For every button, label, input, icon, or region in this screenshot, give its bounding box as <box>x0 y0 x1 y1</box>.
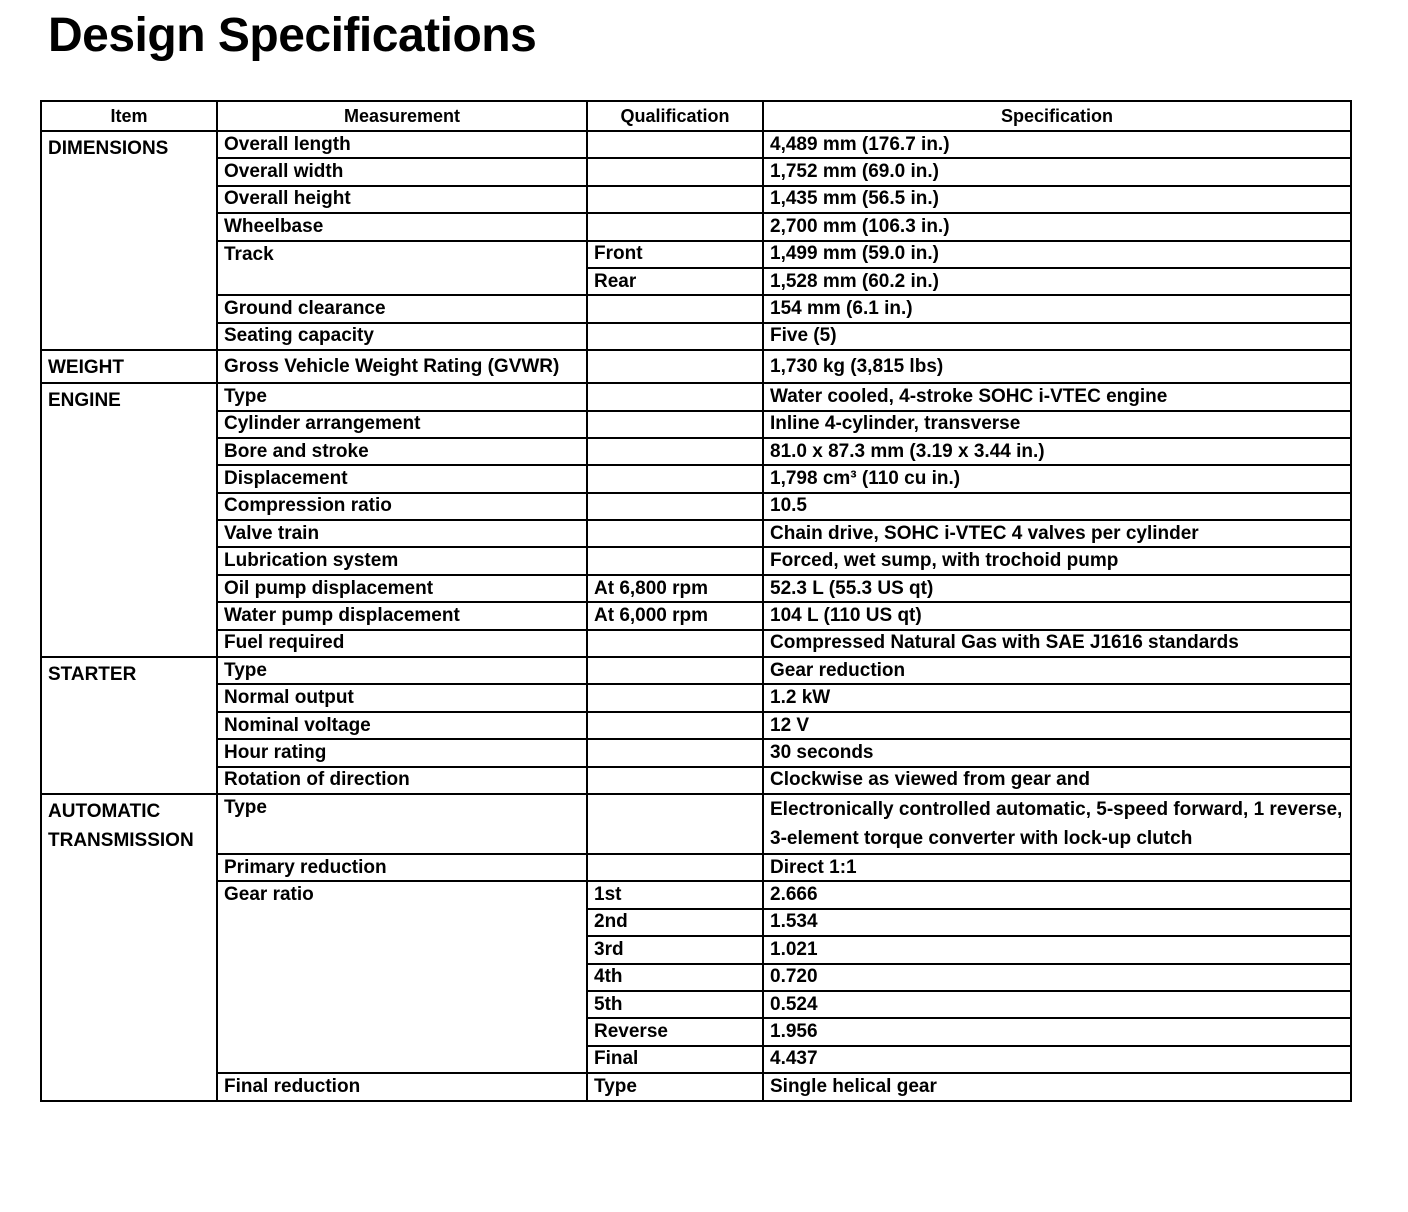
table-row <box>41 493 1351 520</box>
specification-cell: 1.2 kW <box>763 684 1351 711</box>
measurement-cell: Track <box>217 241 587 296</box>
table-row <box>41 520 1351 547</box>
specification-cell: 1,499 mm (59.0 in.) <box>763 241 1351 268</box>
specification-cell: 10.5 <box>763 493 1351 520</box>
specification-cell: 0.720 <box>763 964 1351 991</box>
measurement-cell: Rotation of direction <box>217 767 587 794</box>
qualification-cell <box>587 520 763 547</box>
item-starter: STARTER <box>41 657 217 794</box>
specification-cell: 154 mm (6.1 in.) <box>763 295 1351 322</box>
qualification-cell: At 6,800 rpm <box>587 575 763 602</box>
table-row <box>41 712 1351 739</box>
measurement-cell: Hour rating <box>217 739 587 766</box>
qualification-cell: 5th <box>587 991 763 1018</box>
table-row <box>41 131 1351 158</box>
specification-cell: Water cooled, 4-stroke SOHC i-VTEC engine <box>763 383 1351 410</box>
qualification-cell <box>587 854 763 881</box>
measurement-cell: Final reduction <box>217 1073 587 1100</box>
specification-cell: Electronically controlled automatic, 5-speed forward, 1 reverse, 3-element torque converter with lock-up clutch <box>763 794 1351 854</box>
qualification-cell <box>587 131 763 158</box>
specification-cell: 1.534 <box>763 909 1351 936</box>
item-engine: ENGINE <box>41 383 217 657</box>
specification-cell: Gear reduction <box>763 657 1351 684</box>
specification-cell: 4,489 mm (176.7 in.) <box>763 131 1351 158</box>
table-row <box>41 158 1351 185</box>
page-title: Design Specifications <box>48 9 537 62</box>
qualification-cell: Final <box>587 1046 763 1073</box>
table-row <box>41 383 1351 410</box>
specification-cell: 1,435 mm (56.5 in.) <box>763 186 1351 213</box>
specification-cell: 2.666 <box>763 881 1351 908</box>
specification-cell: 104 L (110 US qt) <box>763 602 1351 629</box>
table-row <box>41 684 1351 711</box>
qualification-cell: Rear <box>587 268 763 295</box>
measurement-cell: Compression ratio <box>217 493 587 520</box>
qualification-cell <box>587 213 763 240</box>
table-row <box>41 411 1351 438</box>
table-row <box>41 1073 1351 1100</box>
header-item: Item <box>41 101 217 131</box>
measurement-cell: Normal output <box>217 684 587 711</box>
design-specifications-table <box>40 100 1352 1102</box>
table-row <box>41 350 1351 383</box>
table-row <box>41 213 1351 240</box>
measurement-cell: Gross Vehicle Weight Rating (GVWR) <box>217 350 587 383</box>
qualification-cell <box>587 767 763 794</box>
qualification-cell <box>587 684 763 711</box>
table-row <box>41 241 1351 268</box>
table-row <box>41 794 1351 854</box>
qualification-cell: At 6,000 rpm <box>587 602 763 629</box>
specification-cell: Single helical gear <box>763 1073 1351 1100</box>
measurement-cell: Valve train <box>217 520 587 547</box>
specification-cell: 1,752 mm (69.0 in.) <box>763 158 1351 185</box>
specification-cell: 81.0 x 87.3 mm (3.19 x 3.44 in.) <box>763 438 1351 465</box>
specification-cell: 1,528 mm (60.2 in.) <box>763 268 1351 295</box>
table-row <box>41 323 1351 350</box>
measurement-cell: Primary reduction <box>217 854 587 881</box>
specification-cell: Direct 1:1 <box>763 854 1351 881</box>
qualification-cell <box>587 465 763 492</box>
measurement-cell: Gear ratio <box>217 881 587 1073</box>
table-row <box>41 854 1351 881</box>
specification-cell: 2,700 mm (106.3 in.) <box>763 213 1351 240</box>
specification-cell: Clockwise as viewed from gear and <box>763 767 1351 794</box>
table-row <box>41 602 1351 629</box>
measurement-cell: Type <box>217 383 587 410</box>
item-weight: WEIGHT <box>41 350 217 383</box>
header-specification: Specification <box>763 101 1351 131</box>
table-row <box>41 547 1351 574</box>
table-row <box>41 465 1351 492</box>
specification-cell: 0.524 <box>763 991 1351 1018</box>
qualification-cell: 2nd <box>587 909 763 936</box>
specification-cell: Chain drive, SOHC i-VTEC 4 valves per cylinder <box>763 520 1351 547</box>
measurement-cell: Overall height <box>217 186 587 213</box>
measurement-cell: Bore and stroke <box>217 438 587 465</box>
measurement-cell: Type <box>217 657 587 684</box>
table-row <box>41 630 1351 657</box>
qualification-cell: Front <box>587 241 763 268</box>
measurement-cell: Overall length <box>217 131 587 158</box>
specification-cell: Forced, wet sump, with trochoid pump <box>763 547 1351 574</box>
measurement-cell: Fuel required <box>217 630 587 657</box>
specification-cell: 1,730 kg (3,815 lbs) <box>763 350 1351 383</box>
qualification-cell: 1st <box>587 881 763 908</box>
qualification-cell <box>587 383 763 410</box>
measurement-cell: Nominal voltage <box>217 712 587 739</box>
qualification-cell: 3rd <box>587 936 763 963</box>
table-row <box>41 575 1351 602</box>
header-qualification: Qualification <box>587 101 763 131</box>
item-automatic-transmission: AUTOMATIC TRANSMISSION <box>41 794 217 1101</box>
measurement-cell: Oil pump displacement <box>217 575 587 602</box>
measurement-cell: Type <box>217 794 587 854</box>
qualification-cell <box>587 186 763 213</box>
specification-cell: Compressed Natural Gas with SAE J1616 standards <box>763 630 1351 657</box>
specification-cell: 30 seconds <box>763 739 1351 766</box>
measurement-cell: Wheelbase <box>217 213 587 240</box>
specification-cell: 12 V <box>763 712 1351 739</box>
specification-cell: 1.021 <box>763 936 1351 963</box>
table-row <box>41 295 1351 322</box>
specification-cell: 1,798 cm³ (110 cu in.) <box>763 465 1351 492</box>
table-row <box>41 438 1351 465</box>
qualification-cell <box>587 794 763 854</box>
qualification-cell <box>587 493 763 520</box>
qualification-cell <box>587 438 763 465</box>
specification-cell: 52.3 L (55.3 US qt) <box>763 575 1351 602</box>
measurement-cell: Overall width <box>217 158 587 185</box>
specification-cell: Inline 4-cylinder, transverse <box>763 411 1351 438</box>
measurement-cell: Seating capacity <box>217 323 587 350</box>
qualification-cell <box>587 350 763 383</box>
qualification-cell <box>587 712 763 739</box>
specification-cell: 1.956 <box>763 1018 1351 1045</box>
measurement-cell: Cylinder arrangement <box>217 411 587 438</box>
qualification-cell <box>587 630 763 657</box>
qualification-cell: Reverse <box>587 1018 763 1045</box>
table-header-row <box>41 101 1351 131</box>
table-row <box>41 881 1351 908</box>
measurement-cell: Ground clearance <box>217 295 587 322</box>
measurement-cell: Displacement <box>217 465 587 492</box>
table-row <box>41 739 1351 766</box>
qualification-cell: Type <box>587 1073 763 1100</box>
specification-cell: 4.437 <box>763 1046 1351 1073</box>
qualification-cell <box>587 547 763 574</box>
table-row <box>41 186 1351 213</box>
qualification-cell <box>587 411 763 438</box>
qualification-cell: 4th <box>587 964 763 991</box>
qualification-cell <box>587 323 763 350</box>
qualification-cell <box>587 657 763 684</box>
item-dimensions: DIMENSIONS <box>41 131 217 350</box>
qualification-cell <box>587 295 763 322</box>
qualification-cell <box>587 158 763 185</box>
table-row <box>41 767 1351 794</box>
header-measurement: Measurement <box>217 101 587 131</box>
table-row <box>41 657 1351 684</box>
measurement-cell: Water pump displacement <box>217 602 587 629</box>
measurement-cell: Lubrication system <box>217 547 587 574</box>
specification-cell: Five (5) <box>763 323 1351 350</box>
qualification-cell <box>587 739 763 766</box>
